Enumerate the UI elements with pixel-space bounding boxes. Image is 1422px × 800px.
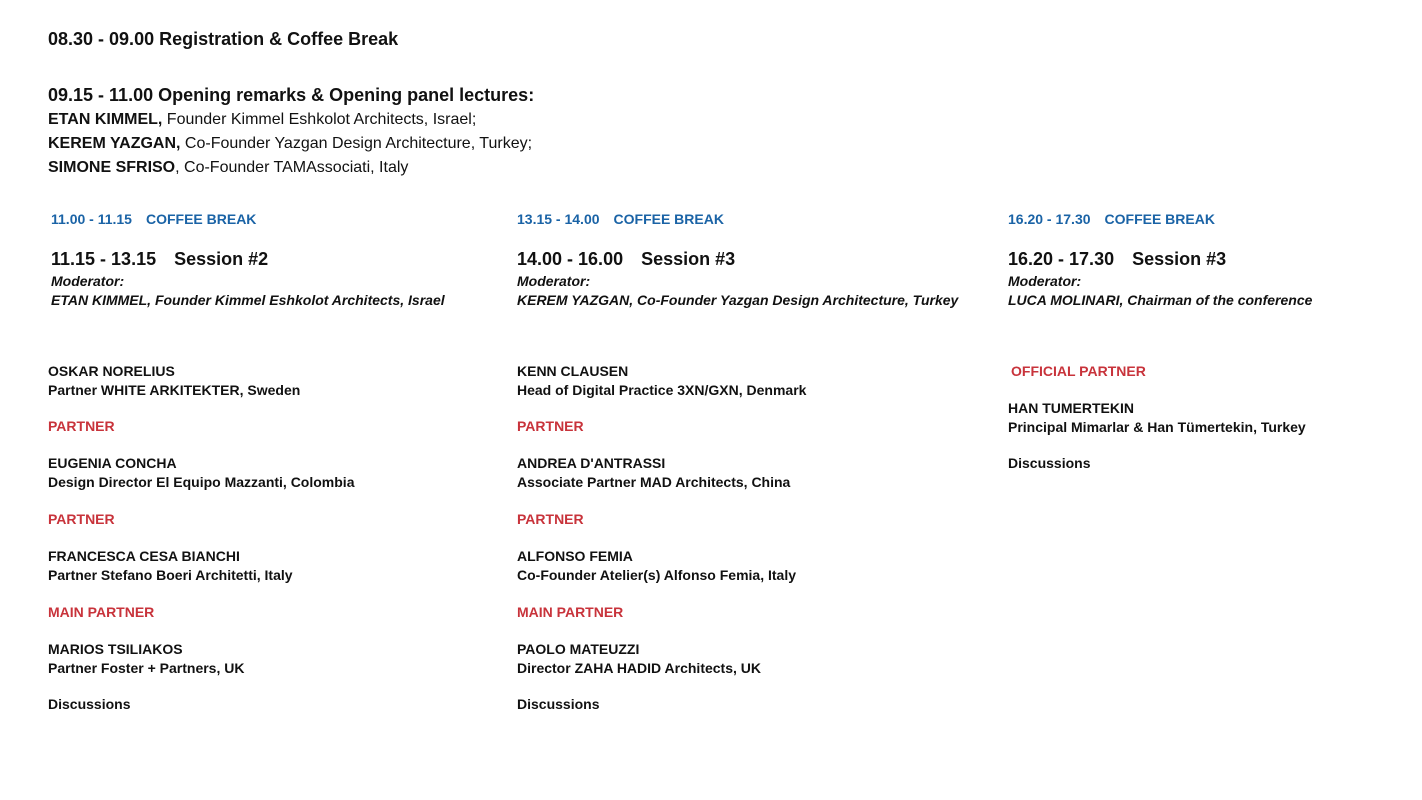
main-partner-label: MAIN PARTNER bbox=[517, 604, 624, 620]
coffee-time: 13.15 - 14.00 bbox=[517, 211, 600, 227]
moderator-label: Moderator: bbox=[517, 273, 591, 289]
speaker-role: , Co-Founder TAMAssociati, Italy bbox=[175, 159, 409, 176]
coffee-label: COFFEE BREAK bbox=[145, 211, 257, 227]
speaker-name: KEREM YAZGAN, bbox=[48, 135, 181, 152]
session-label: Session #3 bbox=[641, 249, 736, 269]
speaker-role: Director ZAHA HADID Architects, UK bbox=[517, 660, 761, 676]
opening-speaker bbox=[48, 159, 408, 177]
coffee-label: COFFEE BREAK bbox=[1104, 211, 1215, 227]
partner-label: PARTNER bbox=[517, 511, 584, 527]
coffee-break bbox=[517, 211, 724, 227]
session-title bbox=[517, 249, 735, 270]
speaker-role: Partner WHITE ARKITEKTER, Sweden bbox=[48, 382, 301, 398]
speaker-name: OSKAR NORELIUS bbox=[48, 363, 175, 379]
speaker-name: KENN CLAUSEN bbox=[517, 363, 629, 379]
speaker-role: Partner Stefano Boeri Architetti, Italy bbox=[48, 567, 293, 583]
speaker-role: Partner Foster + Partners, UK bbox=[48, 660, 245, 676]
session-time: 14.00 - 16.00 bbox=[517, 249, 624, 269]
opening-heading: 09.15 - 11.00 Opening remarks & Opening panel lectures: bbox=[48, 85, 535, 105]
speaker-role: Design Director El Equipo Mazzanti, Colombia bbox=[48, 474, 355, 490]
partner-label: PARTNER bbox=[517, 418, 584, 434]
opening-speaker bbox=[48, 111, 476, 129]
speaker-role: Co-Founder Yazgan Design Architecture, Turkey; bbox=[180, 135, 533, 152]
main-partner-label: MAIN PARTNER bbox=[48, 604, 155, 620]
coffee-label: COFFEE BREAK bbox=[613, 211, 724, 227]
moderator-name: ETAN KIMMEL, Founder Kimmel Eshkolot Architects, Israel bbox=[51, 292, 445, 308]
speaker-name: PAOLO MATEUZZI bbox=[517, 641, 640, 657]
session-time: 11.15 - 13.15 bbox=[51, 249, 157, 269]
opening-speaker bbox=[48, 135, 532, 153]
moderator-name: KEREM YAZGAN, Co-Founder Yazgan Design Architecture, Turkey bbox=[517, 292, 959, 308]
speaker-role: Head of Digital Practice 3XN/GXN, Denmark bbox=[517, 382, 807, 398]
coffee-time: 16.20 - 17.30 bbox=[1008, 211, 1091, 227]
speaker-name: FRANCESCA CESA BIANCHI bbox=[48, 548, 240, 564]
speaker-name: MARIOS TSILIAKOS bbox=[48, 641, 183, 657]
discussions-label: Discussions bbox=[48, 696, 131, 712]
session-time: 16.20 - 17.30 bbox=[1008, 249, 1115, 269]
moderator-label: Moderator: bbox=[51, 273, 125, 289]
session-label: Session #3 bbox=[1132, 249, 1227, 269]
discussions-label: Discussions bbox=[1008, 455, 1091, 471]
speaker-name: ALFONSO FEMIA bbox=[517, 548, 633, 564]
coffee-break bbox=[1008, 211, 1215, 227]
session-title bbox=[51, 249, 268, 270]
speaker-role: Founder Kimmel Eshkolot Architects, Israel; bbox=[162, 111, 477, 128]
speaker-name: ETAN KIMMEL, bbox=[48, 111, 163, 128]
partner-label: PARTNER bbox=[48, 511, 115, 527]
coffee-time: 11.00 - 11.15 bbox=[51, 211, 132, 227]
speaker-name: ANDREA D'ANTRASSI bbox=[517, 455, 666, 471]
moderator-name: LUCA MOLINARI, Chairman of the conference bbox=[1008, 292, 1313, 308]
official-partner-label: OFFICIAL PARTNER bbox=[1011, 363, 1146, 379]
session-label: Session #2 bbox=[174, 249, 269, 269]
moderator-label: Moderator: bbox=[1008, 273, 1082, 289]
speaker-name: EUGENIA CONCHA bbox=[48, 455, 177, 471]
speaker-role: Co-Founder Atelier(s) Alfonso Femia, Italy bbox=[517, 567, 796, 583]
discussions-label: Discussions bbox=[517, 696, 600, 712]
speaker-name: SIMONE SFRISO bbox=[48, 159, 176, 176]
speaker-role: Associate Partner MAD Architects, China bbox=[517, 474, 791, 490]
speaker-name: HAN TUMERTEKIN bbox=[1008, 400, 1134, 416]
speaker-role: Principal Mimarlar & Han Tümertekin, Turkey bbox=[1008, 419, 1306, 435]
session-title bbox=[1008, 249, 1226, 270]
registration-heading: 08.30 - 09.00 Registration & Coffee Break bbox=[48, 29, 399, 49]
coffee-break bbox=[51, 211, 256, 227]
partner-label: PARTNER bbox=[48, 418, 115, 434]
